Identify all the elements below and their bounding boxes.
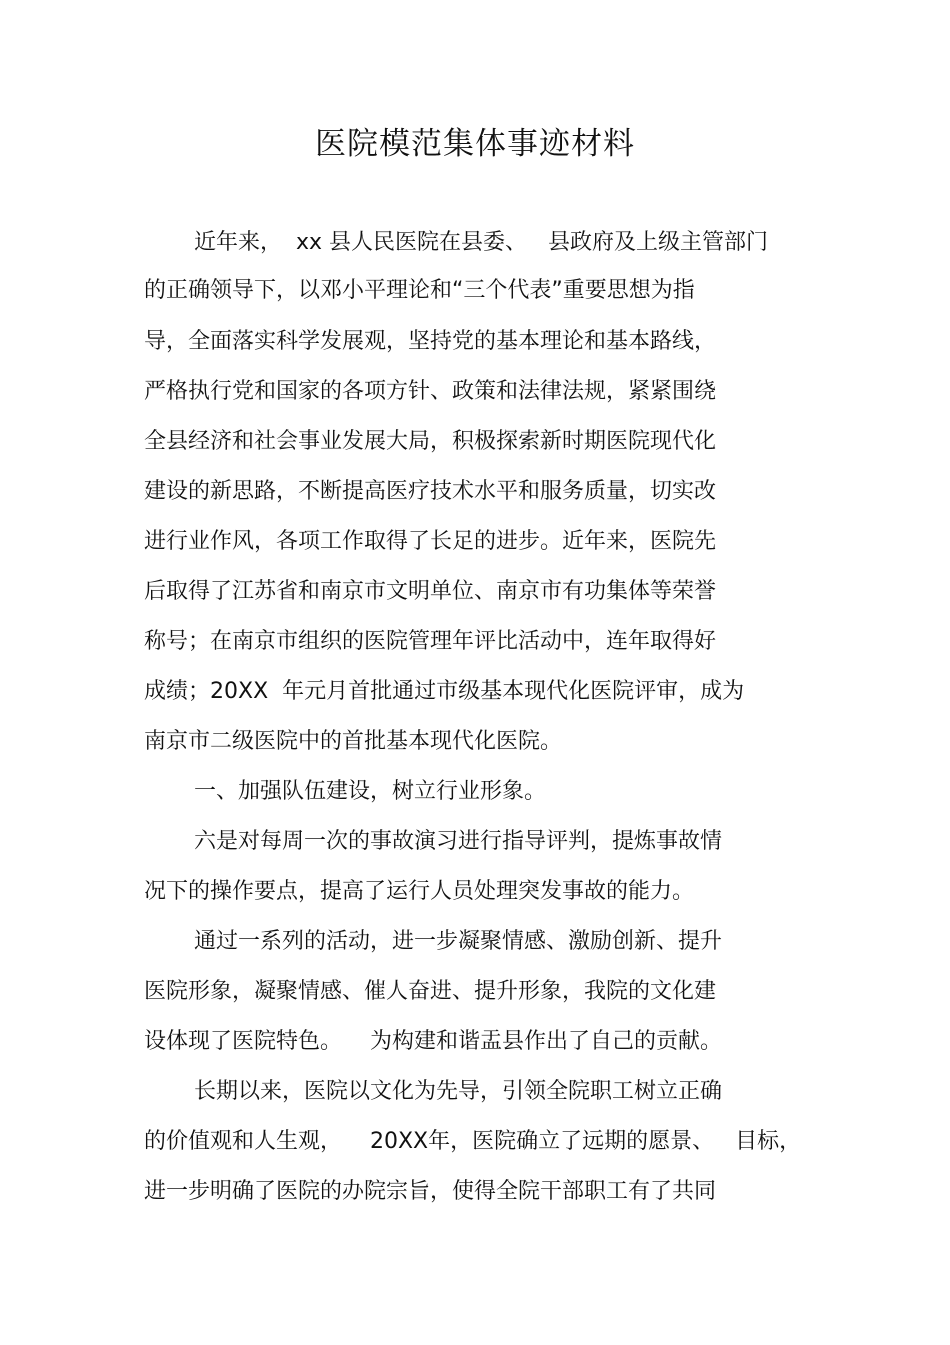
paragraph-line: 的正确领导下，以邓小平理论和“三个代表”重要思想为指 <box>144 278 695 303</box>
paragraph-line: 严格执行党和国家的各项方针、政策和法律法规，紧紧围绕 <box>144 379 717 404</box>
paragraph-line: 进行业作风，各项工作取得了长足的进步。近年来，医院先 <box>144 529 717 554</box>
paragraph-line: 通过一系列的活动，进一步凝聚情感、激励创新、提升 <box>194 929 723 954</box>
paragraph-line: 设体现了医院特色。 为构建和谐盂县作出了自己的贡献。 <box>144 1029 722 1054</box>
paragraph-line: 医院形象，凝聚情感、催人奋进、提升形象，我院的文化建 <box>144 979 717 1004</box>
paragraph-line: 后取得了江苏省和南京市文明单位、南京市有功集体等荣誉 <box>144 579 717 604</box>
paragraph-line: 称号；在南京市组织的医院管理年评比活动中，连年取得好 <box>144 629 717 654</box>
paragraph-line: 进一步明确了医院的办院宗旨，使得全院干部职工有了共同 <box>144 1179 717 1204</box>
paragraph-line: 况下的操作要点，提高了运行人员处理突发事故的能力。 <box>144 879 695 904</box>
paragraph-line: 长期以来，医院以文化为先导，引领全院职工树立正确 <box>194 1079 723 1104</box>
paragraph-line: 六是对每周一次的事故演习进行指导评判，提炼事故情 <box>194 829 723 854</box>
paragraph-line: 建设的新思路，不断提高医疗技术水平和服务质量，切实改 <box>144 479 717 504</box>
paragraph-line: 的价值观和人生观， 20XX年，医院确立了远期的愿景、 目标， <box>144 1129 802 1154</box>
paragraph-line: 全县经济和社会事业发展大局，积极探索新时期医院现代化 <box>144 429 717 454</box>
paragraph-line: 近年来， xx 县人民医院在县委、 县政府及上级主管部门 <box>194 230 768 255</box>
paragraph-line: 南京市二级医院中的首批基本现代化医院。 <box>144 729 563 754</box>
section-heading: 一、加强队伍建设，树立行业形象。 <box>194 779 547 804</box>
paragraph-line: 导，全面落实科学发展观，坚持党的基本理论和基本路线， <box>144 329 717 354</box>
document-title: 医院模范集体事迹材料 <box>315 126 635 162</box>
paragraph-line: 成绩；20XX 年元月首批通过市级基本现代化医院评审，成为 <box>144 679 745 704</box>
